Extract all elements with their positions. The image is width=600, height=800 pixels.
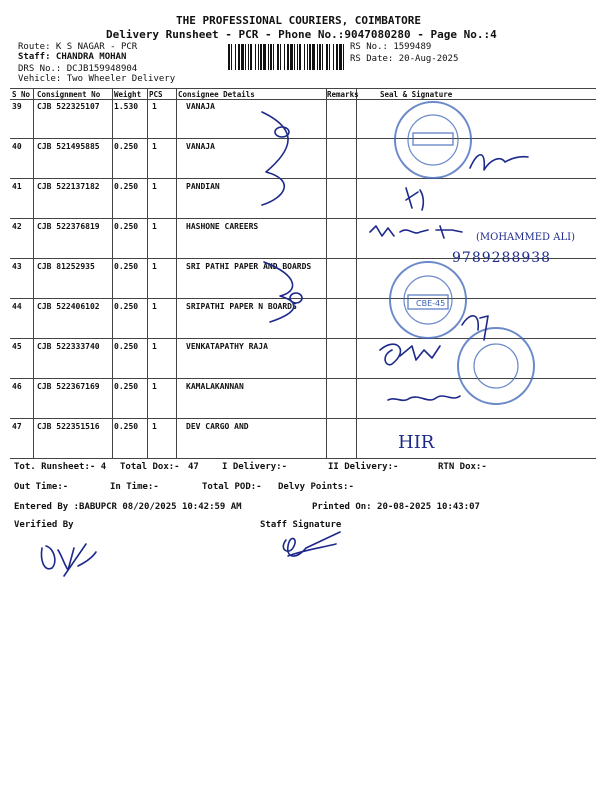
row-pcs: 1 (152, 302, 157, 311)
row-consignee: VANAJA (186, 102, 215, 111)
staff-signature (283, 532, 340, 556)
total-dox-value: 47 (188, 462, 199, 472)
verified-signature (41, 544, 96, 576)
barcode-bar (322, 44, 323, 70)
partial-seal-stamp (458, 328, 534, 404)
barcode-bar (250, 44, 252, 70)
barcode-bar (268, 44, 269, 70)
row-consignee: PANDIAN (186, 182, 220, 191)
rtn-dox: RTN Dox:- (438, 462, 487, 472)
staff: Staff: CHANDRA MOHAN (18, 52, 127, 62)
row-weight: 0.250 (114, 382, 139, 391)
header-sno: S No (12, 90, 31, 99)
handwritten-bracket (264, 262, 294, 322)
row-weight: 1.530 (114, 102, 139, 111)
row-divider (10, 378, 596, 379)
row-divider (10, 338, 596, 339)
vehicle: Vehicle: Two Wheeler Delivery (18, 74, 176, 84)
barcode-bar (336, 44, 338, 70)
company-seal-stamp (395, 102, 471, 178)
col-divider (33, 88, 34, 458)
verified-by: Verified By (14, 520, 74, 530)
row-pcs: 1 (152, 262, 157, 271)
row-weight: 0.250 (114, 222, 139, 231)
header-weight: Weight (114, 90, 142, 99)
row-consignment-no: CJB 522406102 (37, 302, 100, 311)
barcode-bar (326, 44, 328, 70)
ii-delivery: II Delivery:- (328, 462, 399, 472)
row-weight: 0.250 (114, 182, 139, 191)
row-consignee: HASHONE CAREERS (186, 222, 259, 231)
route: Route: K S NAGAR - PCR (18, 42, 138, 52)
table-header-rule (10, 99, 596, 100)
row-pcs: 1 (152, 342, 157, 351)
barcode-bar (339, 44, 342, 70)
row-consignee: SRIPATHI PAPER N BOARDS (186, 302, 297, 311)
row-divider (10, 218, 596, 219)
in-time: In Time:- (110, 482, 159, 492)
printed-on: Printed On: 20-08-2025 10:43:07 (312, 502, 480, 512)
barcode-bar (238, 44, 240, 70)
signature-mark (380, 344, 440, 365)
barcode-bar (343, 44, 344, 70)
row47-signature: HIR (398, 432, 435, 453)
row-consignment-no: CJB 522376819 (37, 222, 100, 231)
barcode-bar (294, 44, 295, 70)
row-sno: 45 (12, 342, 22, 351)
barcode-bar (231, 44, 232, 70)
rs-number: RS No.: 1599489 (350, 42, 432, 52)
barcode-bar (228, 44, 230, 70)
row-pcs: 1 (152, 142, 157, 151)
row-consignee: SRI PATHI PAPER AND BOARDS (186, 262, 312, 271)
delvy-points: Delvy Points:- (278, 482, 354, 492)
barcode-bar (248, 44, 249, 70)
barcode-bar (290, 44, 293, 70)
signature-mark (462, 316, 488, 340)
signature-mark (388, 396, 460, 400)
stamp-branch-code: CBE-45 (416, 299, 446, 308)
row-consignee: VENKATAPATHY RAJA (186, 342, 268, 351)
col-divider (326, 88, 327, 458)
barcode-bar (312, 44, 315, 70)
row-divider (10, 138, 596, 139)
row-pcs: 1 (152, 102, 157, 111)
remark-phone: 9789288938 (452, 250, 552, 266)
row-consignee: DEV CARGO AND (186, 422, 249, 431)
barcode-bar (277, 44, 279, 70)
barcode-bar (263, 44, 266, 70)
col-divider (176, 88, 177, 458)
barcode-bar (258, 44, 259, 70)
table-top-rule (10, 88, 596, 89)
signature-mark (370, 226, 462, 238)
row-consignment-no: CJB 522367169 (37, 382, 100, 391)
row-consignment-no: CJB 522325107 (37, 102, 100, 111)
staff-signature-label: Staff Signature (260, 520, 342, 530)
barcode-bar (273, 44, 274, 70)
row-sno: 47 (12, 422, 22, 431)
barcode-bar (255, 44, 256, 70)
row-divider (10, 178, 596, 179)
total-dox-label: Total Dox:- (120, 462, 180, 472)
row-weight: 0.250 (114, 422, 139, 431)
row-consignment-no: CJB 522351516 (37, 422, 100, 431)
row-divider (10, 298, 596, 299)
barcode-bar (235, 44, 236, 70)
company-name: THE PROFESSIONAL COURIERS, COIMBATORE (176, 14, 422, 27)
signature-mark (406, 188, 423, 210)
handwritten-bracket (262, 112, 288, 205)
barcode-bar (287, 44, 289, 70)
branch-seal-stamp (390, 262, 466, 338)
barcode-icon (228, 44, 344, 70)
header-consignment: Consignment No (37, 90, 101, 99)
row-consignment-no: CJB 81252935 (37, 262, 95, 271)
col-divider (356, 88, 357, 458)
barcode-bar (245, 44, 246, 70)
row-pcs: 1 (152, 182, 157, 191)
i-delivery: I Delivery:- (222, 462, 288, 472)
header-pcs: PCS (149, 90, 163, 99)
row-weight: 0.250 (114, 342, 139, 351)
row-sno: 42 (12, 222, 22, 231)
row-pcs: 1 (152, 422, 157, 431)
row-divider (10, 258, 596, 259)
rs-date: RS Date: 20-Aug-2025 (350, 54, 459, 64)
tot-runsheet: Tot. Runsheet:- 4 (14, 462, 107, 472)
col-divider (112, 88, 113, 458)
row-sno: 44 (12, 302, 22, 311)
barcode-bar (297, 44, 298, 70)
barcode-bar (317, 44, 318, 70)
runsheet-title: Delivery Runsheet - PCR - Phone No.:9047080280 - Page No.:4 (106, 28, 497, 41)
row-consignment-no: CJB 521495885 (37, 142, 100, 151)
barcode-bar (333, 44, 334, 70)
barcode-bar (307, 44, 308, 70)
row-sno: 43 (12, 262, 22, 271)
out-time: Out Time:- (14, 482, 69, 492)
barcode-bar (329, 44, 330, 70)
row-divider (10, 418, 596, 419)
row-weight: 0.250 (114, 142, 139, 151)
row-sno: 41 (12, 182, 22, 191)
barcode-bar (309, 44, 311, 70)
header-consignee: Consignee Details (178, 90, 255, 99)
total-pod: Total POD:- (202, 482, 262, 492)
entered-by: Entered By :BABUPCR 08/20/2025 10:42:59 AM (14, 502, 242, 512)
header-seal-signature: Seal & Signature (380, 90, 453, 99)
row-sno: 46 (12, 382, 22, 391)
row-divider (10, 458, 596, 459)
remark-name: (MOHAMMED ALI) (476, 232, 575, 243)
barcode-bar (280, 44, 281, 70)
row-consignee: VANAJA (186, 142, 215, 151)
barcode-bar (241, 44, 244, 70)
row-pcs: 1 (152, 382, 157, 391)
col-divider (147, 88, 148, 458)
barcode-bar (284, 44, 285, 70)
row-pcs: 1 (152, 222, 157, 231)
header-remarks: Remarks (327, 90, 359, 99)
barcode-bar (299, 44, 301, 70)
row-consignment-no: CJB 522333740 (37, 342, 100, 351)
row-weight: 0.250 (114, 262, 139, 271)
barcode-bar (319, 44, 321, 70)
barcode-bar (270, 44, 272, 70)
row-consignment-no: CJB 522137182 (37, 182, 100, 191)
row-consignee: KAMALAKANNAN (186, 382, 244, 391)
row-sno: 40 (12, 142, 22, 151)
row-sno: 39 (12, 102, 22, 111)
barcode-bar (260, 44, 262, 70)
row-weight: 0.250 (114, 302, 139, 311)
barcode-bar (304, 44, 305, 70)
drs-number: DRS No.: DCJB159948904 (18, 64, 138, 74)
signature-mark (470, 155, 528, 170)
